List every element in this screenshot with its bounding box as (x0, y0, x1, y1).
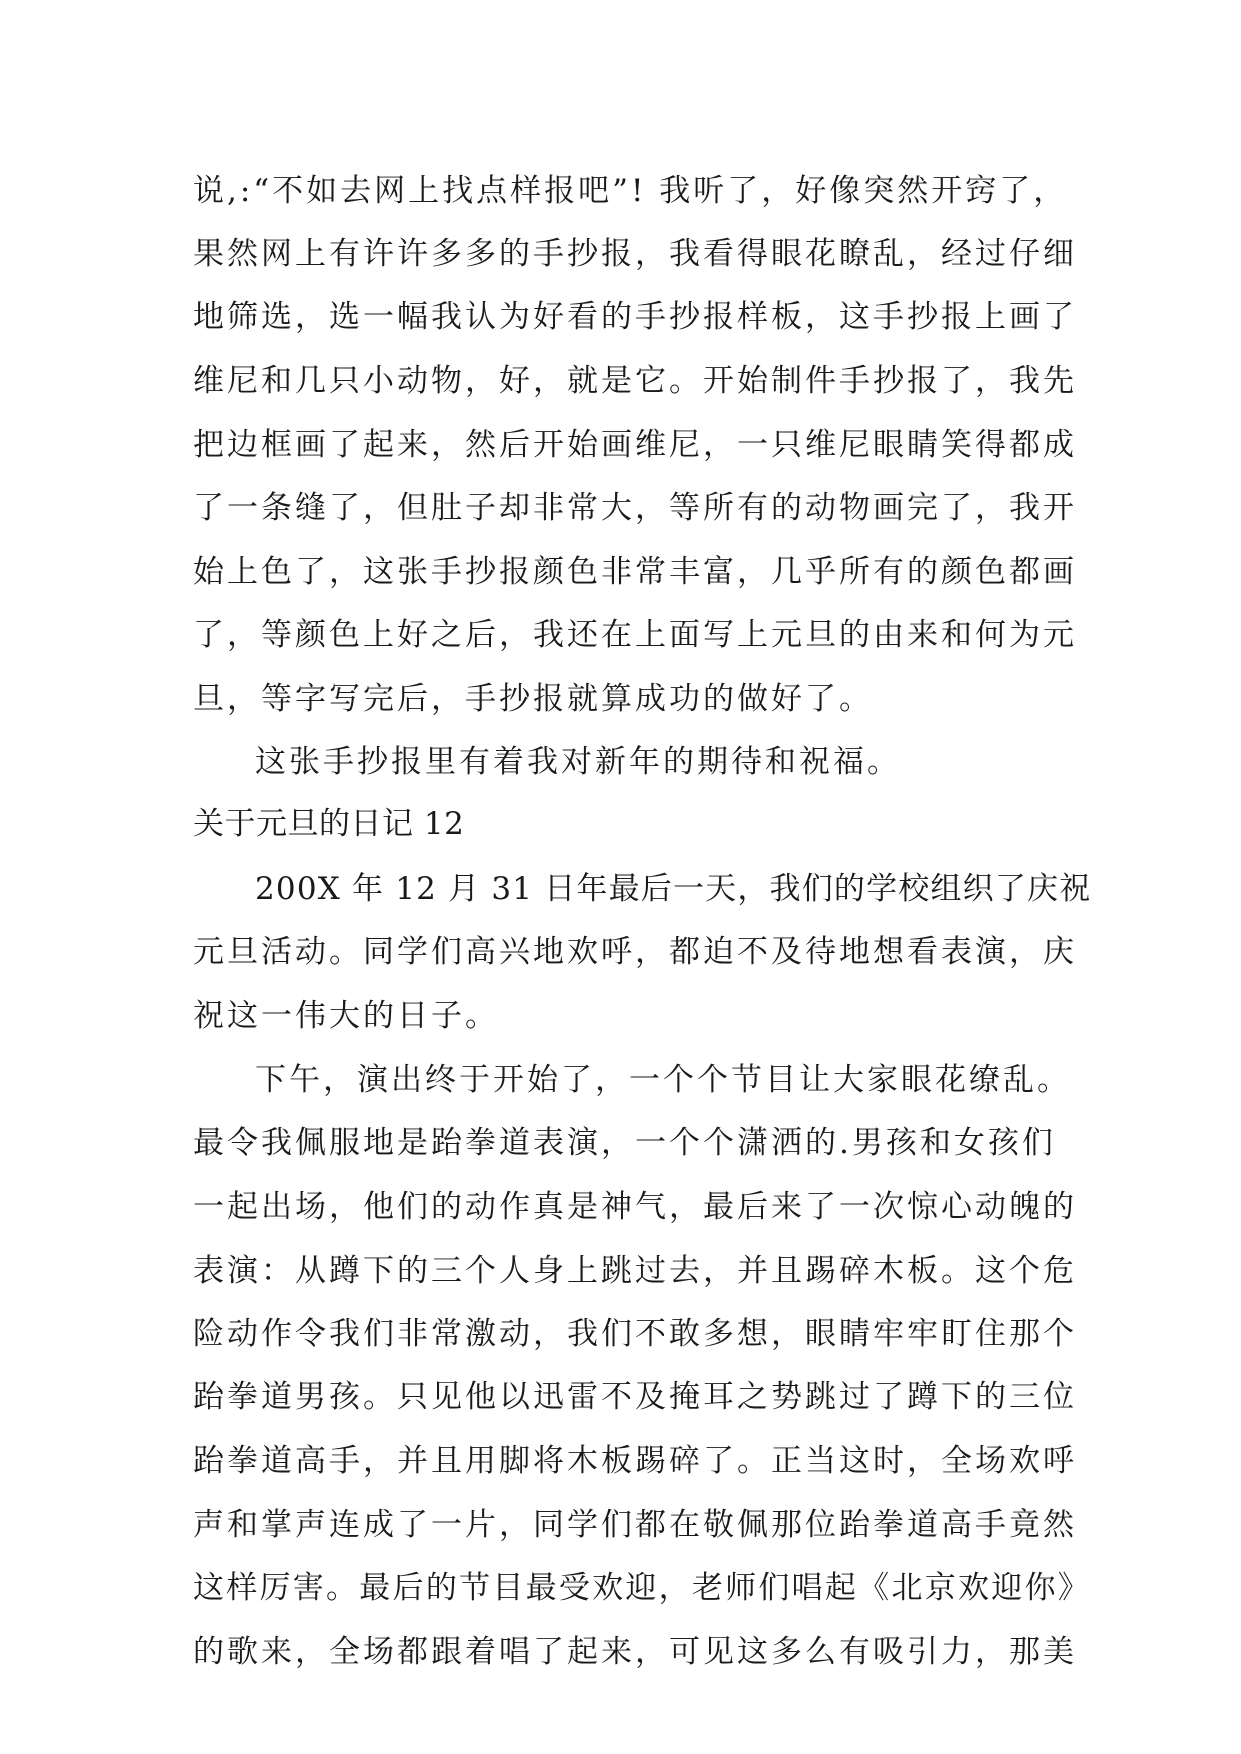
text-line: 跆拳道高手，并且用脚将木板踢碎了。正当这时，全场欢呼 (193, 1443, 1077, 1479)
text-line: 了，等颜色上好之后，我还在上面写上元旦的由来和何为元 (193, 617, 1077, 653)
text-line: 险动作令我们非常激动，我们不敢多想，眼睛牢牢盯住那个 (193, 1316, 1077, 1352)
text-line: 祝这一伟大的日子。 (193, 998, 499, 1034)
text-line: 下午，演出终于开始了，一个个节目让大家眼花缭乱。 (255, 1062, 1071, 1098)
text-line: 了一条缝了，但肚子却非常大，等所有的动物画完了，我开 (193, 490, 1077, 526)
text-line: 一起出场，他们的动作真是神气，最后来了一次惊心动魄的 (193, 1189, 1077, 1225)
text-line: 这样厉害。最后的节目最受欢迎，老师们唱起《北京欢迎你》 (193, 1570, 1091, 1606)
section-heading: 关于元旦的日记 12 (193, 806, 465, 842)
text-line: 声和掌声连成了一片，同学们都在敬佩那位跆拳道高手竟然 (193, 1507, 1077, 1543)
text-line: 说,:“不如去网上找点样报吧”! 我听了，好像突然开窍了， (193, 173, 1068, 209)
text-line: 跆拳道男孩。只见他以迅雷不及掩耳之势跳过了蹲下的三位 (193, 1379, 1077, 1415)
text-line: 最令我佩服地是跆拳道表演，一个个潇洒的.男孩和女孩们 (193, 1125, 1056, 1161)
text-line: 地筛选，选一幅我认为好看的手抄报样板，这手抄报上画了 (193, 299, 1077, 335)
text-line: 维尼和几只小动物，好，就是它。开始制件手抄报了，我先 (193, 363, 1077, 399)
text-line: 旦，等字写完后，手抄报就算成功的做好了。 (193, 681, 873, 717)
text-line: 表演：从蹲下的三个人身上跳过去，并且踢碎木板。这个危 (193, 1253, 1077, 1289)
text-line: 元旦活动。同学们高兴地欢呼，都迫不及待地想看表演，庆 (193, 934, 1077, 970)
text-line: 的歌来，全场都跟着唱了起来，可见这多么有吸引力，那美 (193, 1634, 1077, 1670)
text-line: 始上色了，这张手抄报颜色非常丰富，几乎所有的颜色都画 (193, 554, 1077, 590)
text-line: 把边框画了起来，然后开始画维尼，一只维尼眼睛笑得都成 (193, 427, 1077, 463)
text-line: 果然网上有许许多多的手抄报，我看得眼花瞭乱，经过仔细 (193, 236, 1077, 272)
text-line: 这张手抄报里有着我对新年的期待和祝福。 (255, 744, 901, 780)
text-line: 200X 年 12 月 31 日年最后一天，我们的学校组织了庆祝 (255, 871, 1092, 907)
